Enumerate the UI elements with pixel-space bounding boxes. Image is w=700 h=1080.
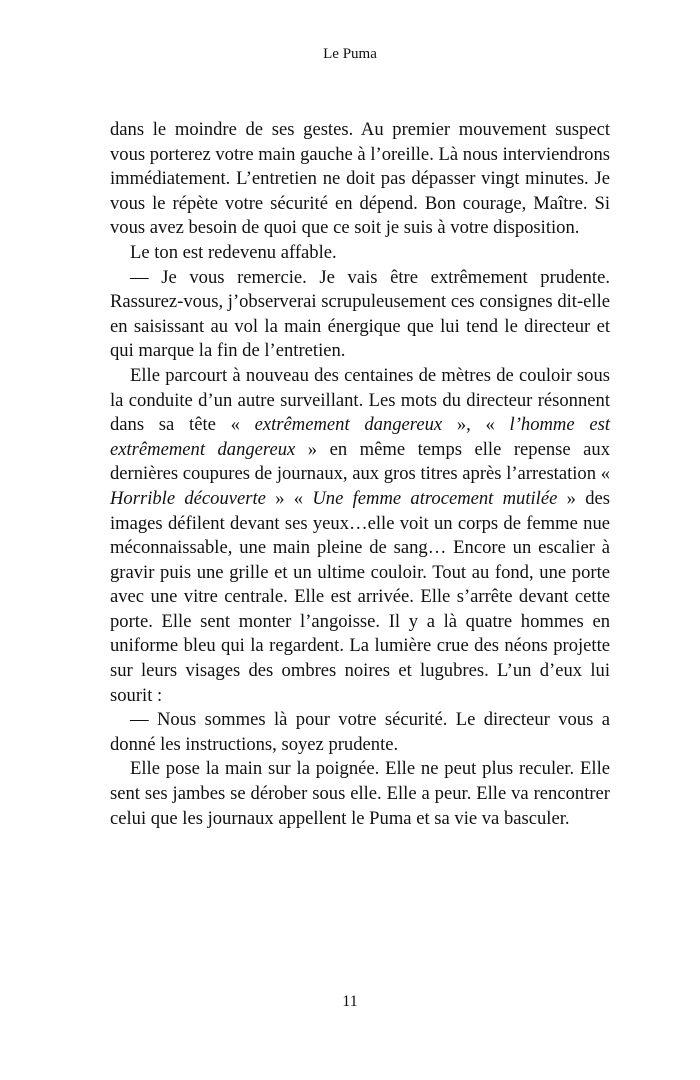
text-run: Elle parcourt à nouveau des centaines de mètres de couloir sous la conduite d’un autre surveillant. Les mots du directeur résonnent dans sa tête « xyxy=(110,364,610,436)
italic-quote: Horrible découverte xyxy=(110,487,266,509)
body-text xyxy=(110,118,610,831)
paragraph xyxy=(110,364,610,708)
text-run: », « xyxy=(442,414,510,436)
italic-quote: l’homme est extrêmement dangereux xyxy=(110,414,610,460)
text-run: — Nous sommes là pour votre sécurité. Le directeur vous a donné les instructions, soyez prudente. xyxy=(110,709,610,755)
italic-quote: extrêmement dangereux xyxy=(254,414,443,436)
running-header: Le Puma xyxy=(323,46,377,62)
page-number: 11 xyxy=(342,993,358,1010)
text-run: Elle pose la main sur la poignée. Elle ne peut plus reculer. Elle sent ses jambes se dérober sous elle. Elle a peur. Elle va rencontrer celui que les journaux appellent le Puma et sa vie va basculer. xyxy=(110,758,610,829)
text-run: » « xyxy=(265,487,313,509)
text-run: » en même temps elle repense aux dernières coupures de journaux, aux gros titres après l’arrestation « xyxy=(110,438,610,485)
text-run: — Je vous remercie. Je vais être extrêmement prudente. Rassurez-vous, j’observerai scrupuleusement ces consignes dit-elle en saisissant au vol la main énergique que lui tend le directeur et qui marque la fin de l’entretien. xyxy=(110,266,610,362)
text-run: Le ton est redevenu affable. xyxy=(130,241,337,263)
text-run: dans le moindre de ses gestes. Au premier mouvement suspect vous porterez votre main gauche à l’oreille. Là nous interviendrons immédiatement. L’entretien ne doit pas dépasser vingt minutes. Je vous le répète votre sécurité en dépend. Bon courage, Maître. Si vous avez besoin de quoi que ce soit je suis à votre disposition. xyxy=(110,119,610,239)
paragraph xyxy=(110,241,610,266)
paragraph xyxy=(110,708,610,757)
paragraph xyxy=(110,266,610,364)
italic-quote: Une femme atrocement mutilée xyxy=(312,487,558,509)
paragraph xyxy=(110,118,610,241)
text-run: » des images défilent devant ses yeux…elle voit un corps de femme nue méconnaissable, une main pleine de sang… Encore un escalier à gravir puis une grille et un ultime couloir. Tout au fond, une porte avec une vitre centrale. Elle est arrivée. Elle s’arrête devant cette porte. Elle sent monter l’angoisse. Il y a là quatre hommes en uniforme bleu qui la regardent. La lumière crue des néons projette sur leurs visages des ombres noires et lugubres. L’un d’eux lui sourit : xyxy=(110,487,610,706)
paragraph xyxy=(110,757,610,831)
